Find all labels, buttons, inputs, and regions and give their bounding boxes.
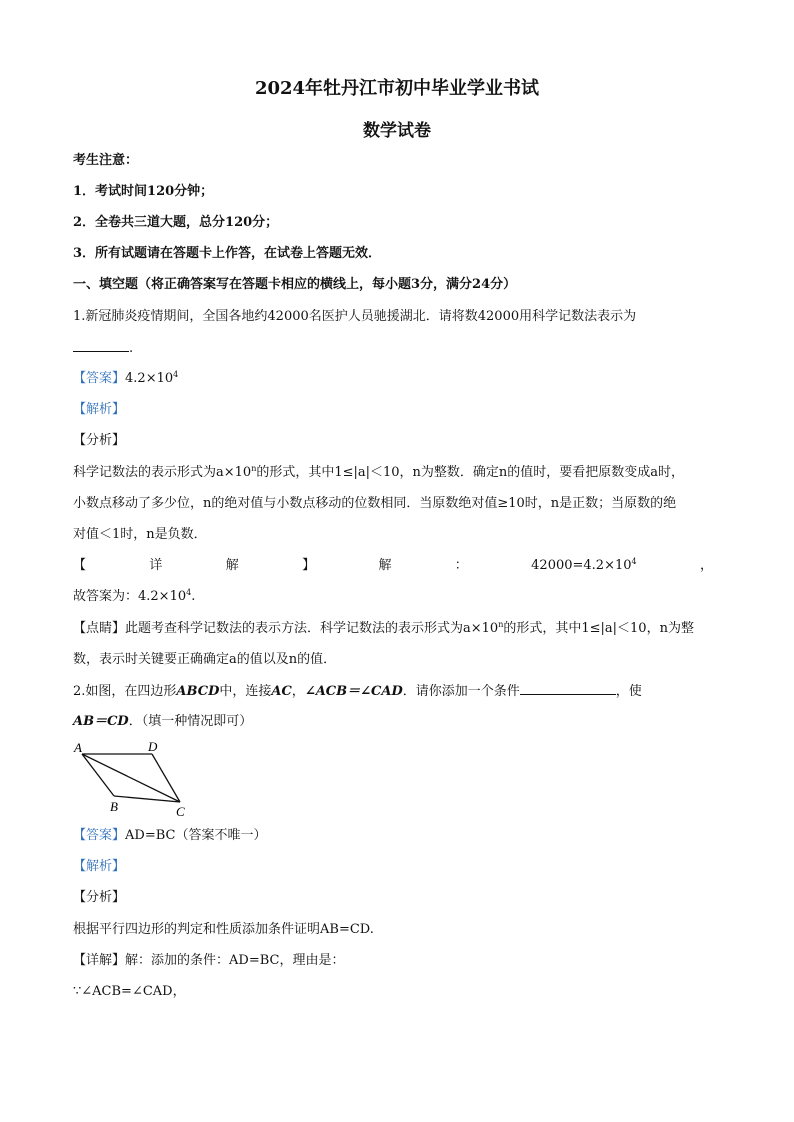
- q1-fenxi-line-2: 小数点移动了多少位，n的绝对值与小数点移动的位数相同．当原数绝对值≥10时，n是正数；当原数的绝: [73, 496, 677, 511]
- q2-fenxi: 根据平行四边形的判定和性质添加条件证明AB=CD.: [73, 922, 374, 937]
- label-b: B: [110, 799, 118, 814]
- dianjing-tag: 【点睛】: [73, 621, 126, 636]
- answer-tag: 【答案】: [73, 371, 126, 386]
- q1-blank-line: .: [73, 339, 133, 358]
- q2-stem-line-2: AB＝CD．（填一种情况即可）: [73, 714, 253, 729]
- q1-stem: 1.新冠肺炎疫情期间，全国各地约42000名医护人员驰援湖北．请将数42000用科学记数法表示为: [73, 309, 637, 324]
- q1-answer-blank: [73, 339, 129, 352]
- q1-answer: 【答案】$4.2\times 10^4$: [73, 370, 179, 386]
- notice-heading: 考生注意：: [73, 153, 139, 168]
- edge-ba: [82, 754, 114, 796]
- q2-because: ∵∠ACB=∠CAD，: [73, 984, 186, 999]
- notice-item-2: 2．全卷共三道大题，总分120分；: [73, 215, 279, 230]
- exam-title: 2024年牡丹江市初中毕业学业书试: [254, 78, 540, 99]
- q1-conclusion: 故答案为：$4.2\times 10^4$.: [73, 588, 196, 604]
- q1-fenxi-tag: 【分析】: [73, 433, 126, 448]
- q1-detail-line: 【 详 解 】 解 ： $42000=4.2\times 10^4$ ，: [73, 557, 713, 573]
- exam-subtitle: 数学试卷: [363, 121, 431, 141]
- q2-detail: 【详解】解：添加的条件：AD=BC，理由是：: [73, 953, 345, 968]
- q1-jiexi-tag: 【解析】: [73, 402, 126, 417]
- q2-jiexi-tag: 【解析】: [73, 859, 126, 874]
- notice-item-3: 3．所有试题请在答题卡上作答，在试卷上答题无效．: [73, 246, 382, 261]
- section-1-heading: 一、填空题（将正确答案写在答题卡相应的横线上，每小题3分，满分24分）: [73, 277, 517, 292]
- label-a: A: [74, 740, 82, 755]
- q2-fenxi-tag: 【分析】: [73, 890, 126, 905]
- q1-fenxi-line-3: 对值＜1时，n是负数．: [73, 527, 207, 542]
- q2-stem-line-1: 2.如图，在四边形ABCD中，连接AC，∠ACB＝∠CAD．请你添加一个条件 ，使: [73, 684, 642, 699]
- notice-item-1: 1．考试时间120分钟；: [73, 184, 214, 199]
- q1-fenxi-line-1: 科学记数法的表示形式为$a\times 10^n$的形式，其中1≤|a|＜10，n为整数．确定n的值时，要看把原数变成a时，: [73, 464, 685, 480]
- q2-answer: 【答案】AD=BC（答案不唯一）: [73, 828, 267, 843]
- q1-dianjing-line-2: 数，表示时关键要正确确定a的值以及n的值．: [73, 652, 337, 667]
- label-c: C: [176, 804, 185, 819]
- label-d: D: [148, 740, 158, 754]
- q1-dianjing-line-1: 【点睛】此题考查科学记数法的表示方法．科学记数法的表示形式为$a\times 10^n$的形式，其中1≤|a|＜10，n为整: [73, 620, 694, 636]
- detail-tag: 【详解】: [73, 953, 126, 968]
- quadrilateral-figure: [70, 740, 190, 820]
- answer-tag: 【答案】: [73, 828, 126, 843]
- q2-answer-blank: [520, 682, 616, 695]
